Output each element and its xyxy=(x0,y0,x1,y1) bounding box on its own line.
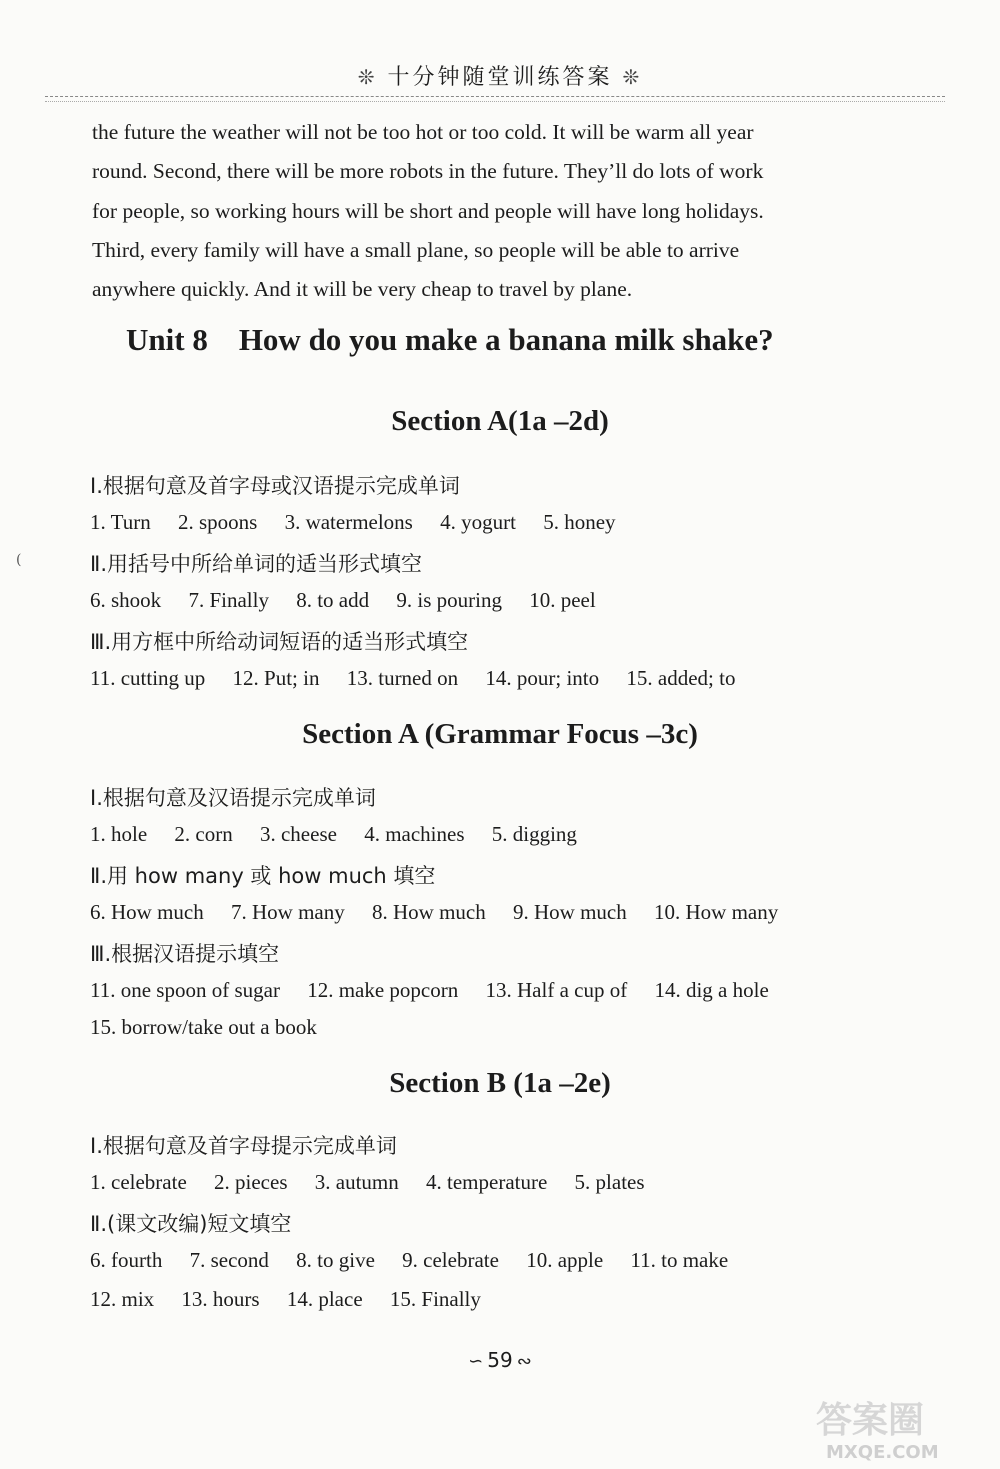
answer-item: 10. How many xyxy=(654,900,779,924)
answer-item: 3. cheese xyxy=(259,822,337,846)
section-title: Section A (Grammar Focus –3c) xyxy=(302,718,698,750)
answer-item: 10. peel xyxy=(529,588,596,612)
page-number: 59 xyxy=(487,1348,513,1372)
section-title: Section B (1a –2e) xyxy=(389,1067,611,1099)
answer-item: 13. hours xyxy=(181,1287,260,1311)
watermark-logo xyxy=(808,1390,990,1462)
answer-row xyxy=(90,510,920,535)
answer-item: 6. How much xyxy=(90,900,204,924)
answer-item: 7. Finally xyxy=(188,588,269,612)
paragraph-line: round. Second, there will be more robots in the future. They’ll do lots of work xyxy=(92,159,764,184)
answer-row xyxy=(90,588,920,613)
answer-item: 6. shook xyxy=(90,588,162,612)
paragraph-line: Third, every family will have a small plane, so people will be able to arrive xyxy=(92,237,740,262)
answer-row xyxy=(90,978,920,1003)
section-title: Section A(1a –2d) xyxy=(391,405,609,437)
header-title: 十分钟随堂训练答案 xyxy=(387,65,613,90)
paragraph-line: anywhere quickly. And it will be very cheap to travel by plane. xyxy=(92,277,633,302)
answer-row xyxy=(90,1287,920,1312)
unit-title: Unit 8 How do you make a banana milk shake? xyxy=(126,322,774,357)
answer-item: 15. Finally xyxy=(389,1287,481,1311)
exercise-heading: Ⅰ.根据句意及汉语提示完成单词 xyxy=(90,786,376,810)
answer-item: 8. to add xyxy=(296,588,370,612)
answer-row xyxy=(90,1015,920,1040)
answer-item: 10. apple xyxy=(526,1248,604,1272)
exercise-heading: Ⅱ.用括号中所给单词的适当形式填空 xyxy=(90,552,423,576)
ornament-icon: ❊ xyxy=(622,65,643,89)
answer-item: 13. turned on xyxy=(346,666,459,690)
answer-row xyxy=(90,822,920,847)
answer-item: 9. celebrate xyxy=(402,1248,499,1272)
answer-row xyxy=(90,1170,920,1195)
answer-item: 7. second xyxy=(189,1248,269,1272)
answer-item: 3. watermelons xyxy=(284,510,413,534)
answer-item: 4. yogurt xyxy=(440,510,516,534)
answer-item: 8. How much xyxy=(372,900,486,924)
answer-item: 2. corn xyxy=(174,822,233,846)
answer-item: 8. to give xyxy=(296,1248,375,1272)
answer-item: 9. is pouring xyxy=(396,588,502,612)
margin-mark: ( xyxy=(16,552,22,568)
answer-item: 1. Turn xyxy=(90,510,151,534)
header-divider xyxy=(45,96,945,102)
answer-item: 4. machines xyxy=(364,822,465,846)
exercise-heading: Ⅰ.根据句意及首字母或汉语提示完成单词 xyxy=(90,474,460,498)
running-header xyxy=(0,60,1000,91)
exercise-heading: Ⅲ.根据汉语提示填空 xyxy=(90,942,280,966)
answer-item: 2. pieces xyxy=(214,1170,288,1194)
answer-item: 1. celebrate xyxy=(90,1170,187,1194)
answer-item: 5. honey xyxy=(543,510,616,534)
answer-item: 15. borrow/take out a book xyxy=(90,1015,317,1039)
answer-item: 6. fourth xyxy=(90,1248,163,1272)
answer-item: 11. one spoon of sugar xyxy=(90,978,280,1002)
answer-item: 14. pour; into xyxy=(485,666,600,690)
ornament-icon: ❊ xyxy=(357,65,378,89)
answer-item: 13. Half a cup of xyxy=(485,978,628,1002)
answer-row xyxy=(90,1248,920,1273)
answer-item: 4. temperature xyxy=(426,1170,548,1194)
paragraph-line: for people, so working hours will be short and people will have long holidays. xyxy=(92,198,764,223)
swirl-left-icon: ∽ xyxy=(468,1351,484,1372)
exercise-heading: Ⅱ.用 how many 或 how much 填空 xyxy=(90,864,436,888)
exercise-heading: Ⅱ.(课文改编)短文填空 xyxy=(90,1212,292,1236)
answer-item: 14. dig a hole xyxy=(654,978,769,1002)
exercise-heading: Ⅲ.用方框中所给动词短语的适当形式填空 xyxy=(90,630,469,654)
answer-item: 12. mix xyxy=(90,1287,155,1311)
answer-item: 3. autumn xyxy=(314,1170,399,1194)
answer-item: 15. added; to xyxy=(626,666,736,690)
answer-item: 11. cutting up xyxy=(90,666,206,690)
watermark-logo-text: 答案圈 xyxy=(816,1400,925,1441)
answer-item: 9. How much xyxy=(513,900,627,924)
answer-item: 5. plates xyxy=(574,1170,645,1194)
intro-paragraph xyxy=(92,113,902,309)
answer-item: 14. place xyxy=(286,1287,363,1311)
swirl-right-icon: ∾ xyxy=(516,1351,532,1372)
answer-item: 12. make popcorn xyxy=(307,978,459,1002)
answer-item: 7. How many xyxy=(231,900,345,924)
answer-item: 11. to make xyxy=(630,1248,729,1272)
answer-row xyxy=(90,666,920,691)
answer-item: 2. spoons xyxy=(177,510,258,534)
page-footer xyxy=(0,1348,1000,1372)
answer-item: 1. hole xyxy=(90,822,148,846)
paragraph-line: the future the weather will not be too hot or too cold. It will be warm all year xyxy=(92,120,754,144)
answer-item: 5. digging xyxy=(491,822,577,846)
exercise-heading: Ⅰ.根据句意及首字母提示完成单词 xyxy=(90,1134,397,1158)
answer-row xyxy=(90,900,920,925)
answer-item: 12. Put; in xyxy=(232,666,320,690)
watermark-url: MXQE.COM xyxy=(826,1442,939,1462)
